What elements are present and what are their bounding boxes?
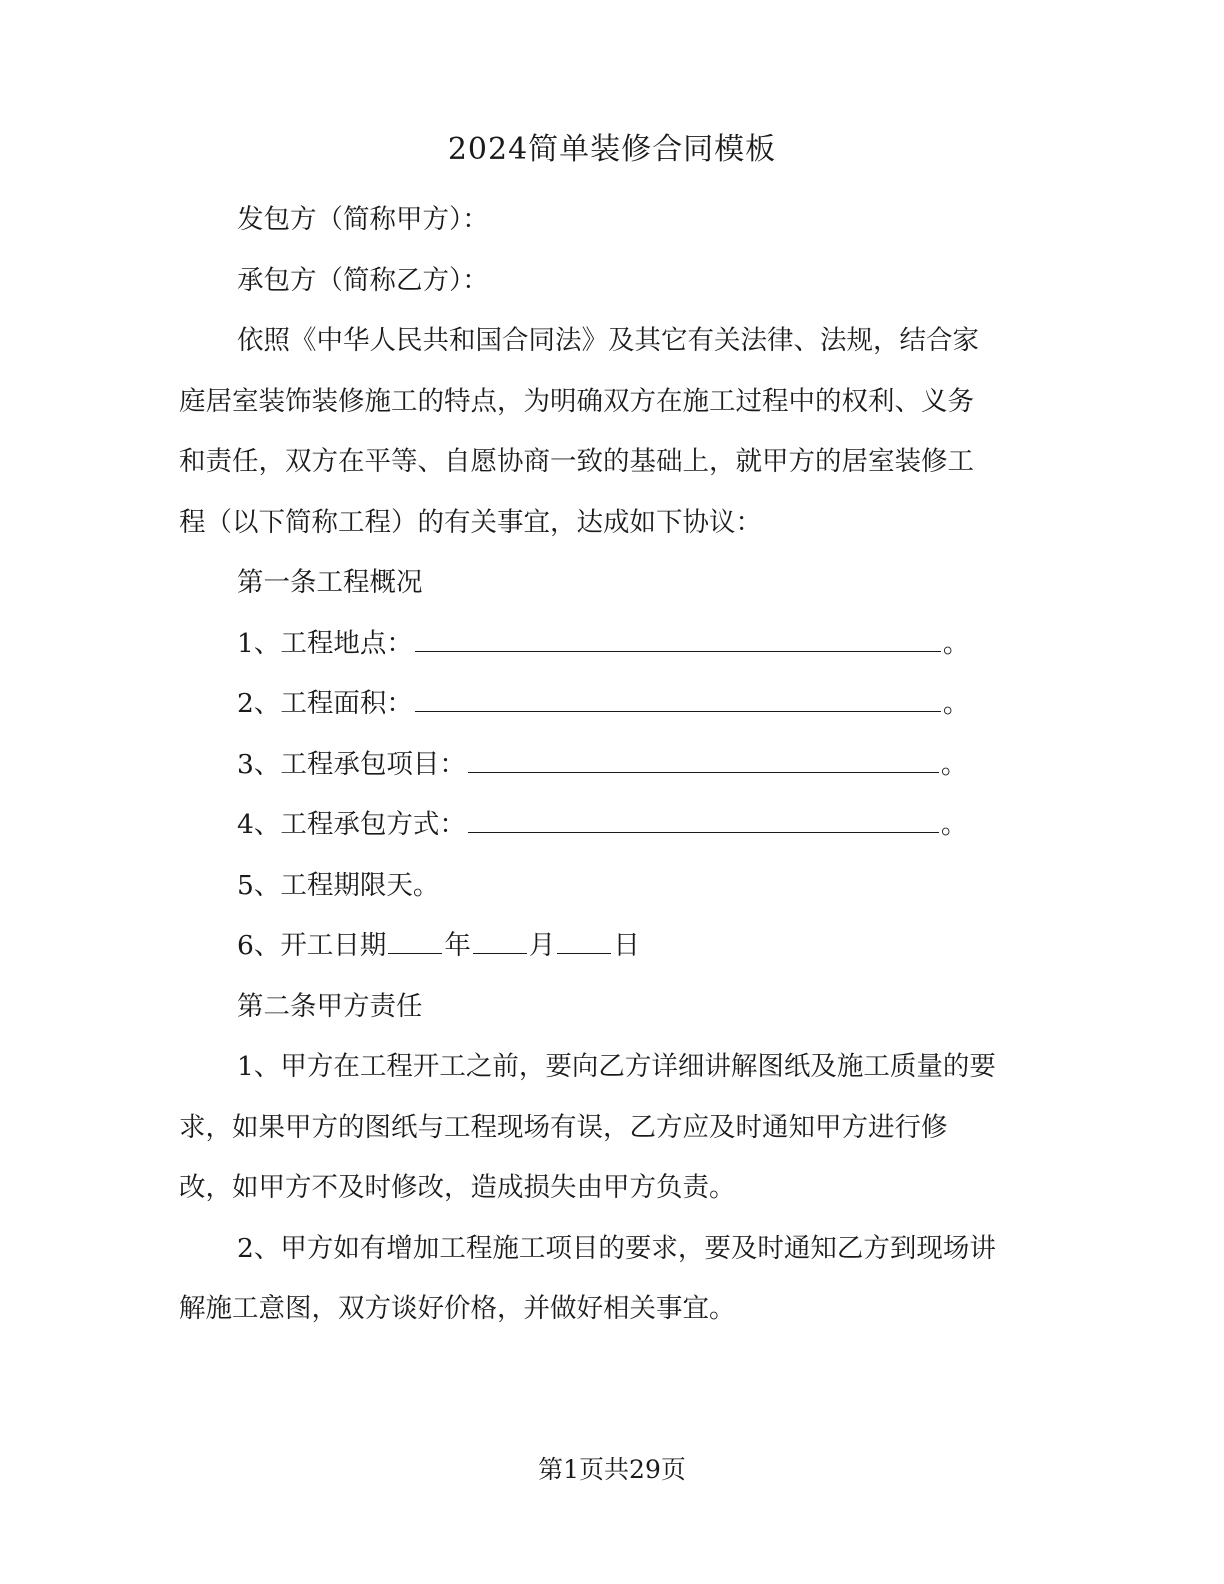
area-blank [415,685,941,712]
article1-item3 [179,735,1039,796]
article2-item1-line-1: 1、甲方在工程开工之前，要向乙方详细讲解图纸及施工质量的要 [237,1051,996,1082]
item6-label: 6、开工日期 [237,930,387,961]
item1-period: 。 [942,627,970,659]
article2-heading: 第二条甲方责任 [237,990,423,1022]
article1-item2 [179,674,1039,735]
article1-item5: 5、工程期限天。 [237,869,440,901]
party-a-line: 发包方（简称甲方）： [237,204,489,235]
item3-period: 。 [940,748,968,780]
article1-item6 [179,916,1039,977]
item3-label: 3、工程承包项目： [237,748,466,780]
intro-line-2: 庭居室装饰装修施工的特点，为明确双方在施工过程中的权利、义务 [179,385,974,417]
party-b-line: 承包方（简称乙方）： [237,264,489,296]
month-label: 月 [528,930,556,961]
article2-item2-line-2: 解施工意图，双方谈好价格，并做好相关事宜。 [179,1293,736,1324]
article2-item2-line-1: 2、甲方如有增加工程施工项目的要求，要及时通知乙方到现场讲 [237,1232,996,1264]
intro-line-1: 依照《中华人民共和国合同法》及其它有关法律、法规，结合家 [237,325,979,356]
document-body [179,190,1039,1340]
day-label: 日 [613,930,640,961]
document-title: 2024简单装修合同模板 [447,132,777,167]
article1-item1 [179,614,1039,675]
page-number: 第1页共29页 [538,1455,686,1484]
article2-item1-line-2: 求，如果甲方的图纸与工程现场有误，乙方应及时通知甲方进行修 [179,1111,948,1143]
item1-label: 1、工程地点： [237,627,413,659]
intro-line-3: 和责任，双方在平等、自愿协商一致的基础上，就甲方的居室装修工 [179,446,974,477]
item2-label: 2、工程面积： [237,688,413,719]
intro-line-4: 程（以下简称工程）的有关事宜，达成如下协议： [179,506,762,538]
site-blank [415,625,941,652]
article2-item1-line-3: 改，如甲方不及时修改，造成损失由甲方负责。 [179,1172,736,1203]
article1-item4 [179,795,1039,856]
contract-method-blank [468,806,939,833]
year-label: 年 [444,930,471,961]
article1-heading: 第一条工程概况 [237,567,423,598]
item2-period: 。 [942,688,970,719]
year-blank [388,927,442,954]
project-items-blank [468,746,939,773]
item4-label: 4、工程承包方式： [237,809,466,840]
month-blank [473,927,527,954]
item4-period: 。 [940,809,968,840]
day-blank [557,927,611,954]
